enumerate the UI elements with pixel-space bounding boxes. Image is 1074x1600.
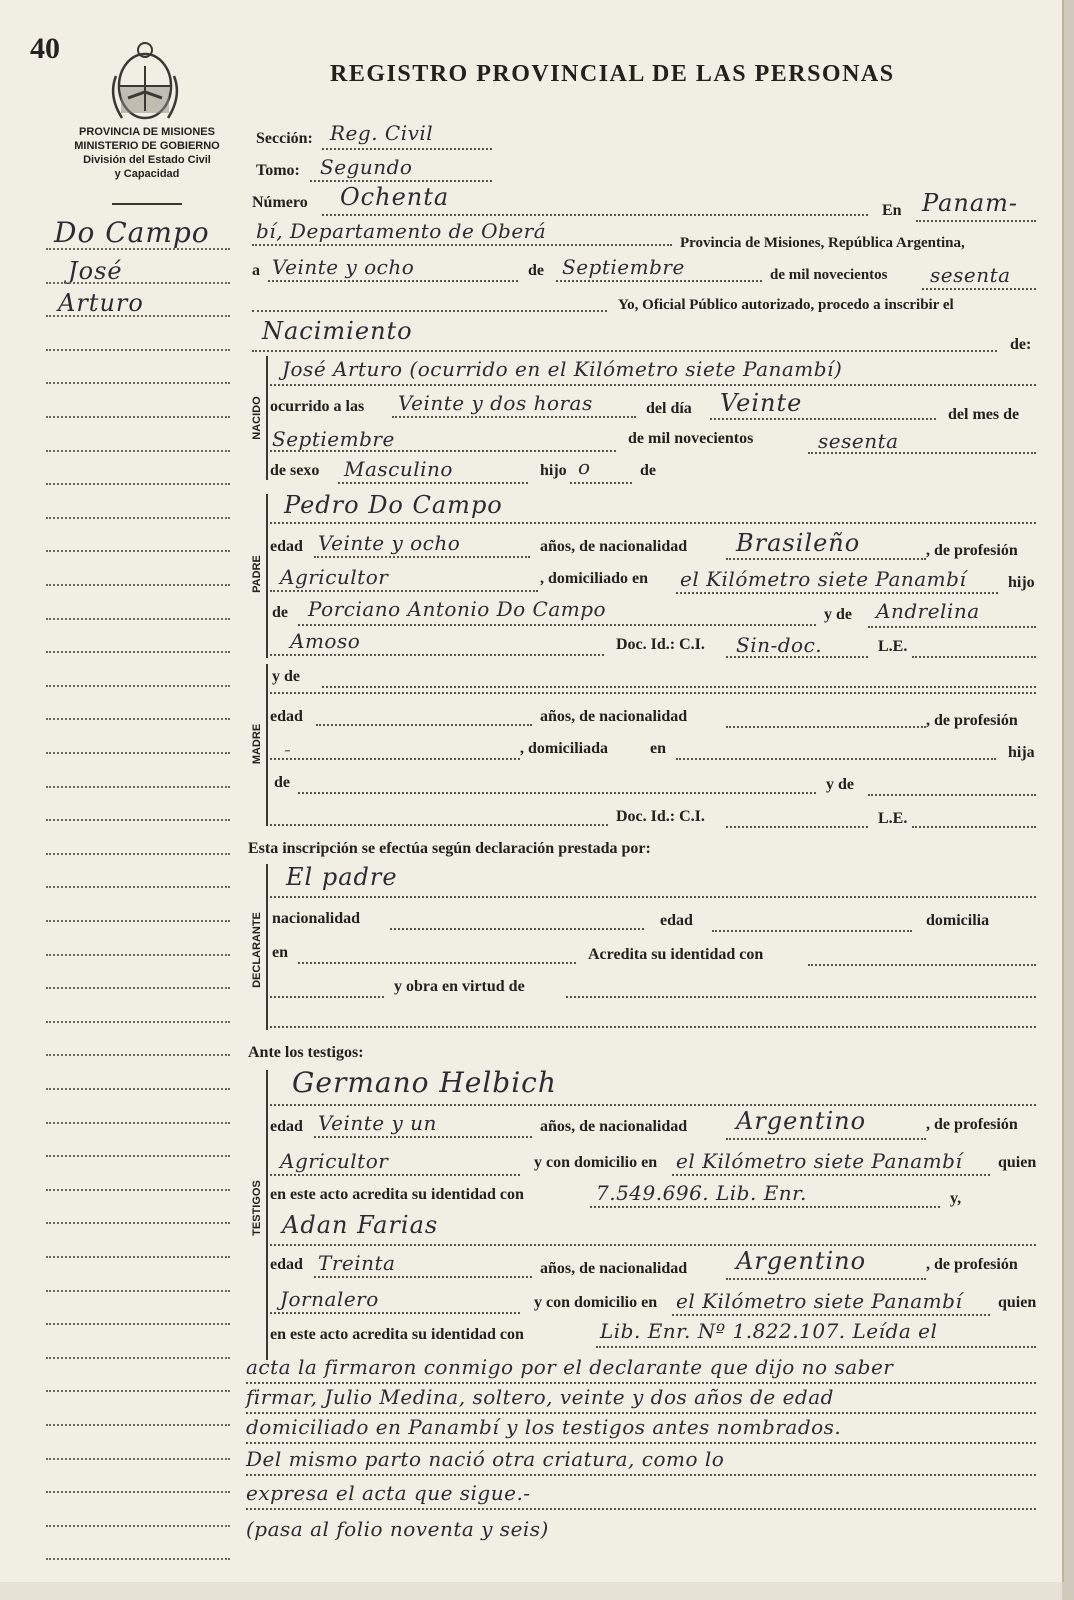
margin-ruled-line bbox=[46, 718, 230, 720]
line-acto bbox=[252, 350, 997, 352]
note-line-2: firmar, Julio Medina, soltero, veinte y dos años de edad bbox=[246, 1385, 834, 1409]
line-madre-blank bbox=[270, 692, 1036, 694]
line-mes bbox=[556, 280, 762, 282]
label-madre-profesion: , de profesión bbox=[926, 712, 1018, 729]
label-declarante-nacionalidad: nacionalidad bbox=[272, 910, 361, 927]
org-line-ministry: MINISTERIO DE GOBIERNO bbox=[74, 140, 220, 152]
note-line-6: (pasa al folio noventa y seis) bbox=[246, 1517, 549, 1541]
line-testigo2-nombre bbox=[270, 1244, 1036, 1246]
line-testigo1-doc bbox=[590, 1206, 940, 1208]
value-nombre: José Arturo (ocurrido en el Kilómetro siete Panambí) bbox=[282, 357, 843, 381]
line-madre-y-de bbox=[322, 686, 1036, 688]
note-line-3: domiciliado en Panambí y los testigos antes nombrados. bbox=[246, 1415, 842, 1439]
note-line-4: Del mismo parto nació otra criatura, como lo bbox=[246, 1447, 725, 1471]
label-declarante-acredita: Acredita su identidad con bbox=[588, 946, 764, 963]
line-declarante-edad bbox=[712, 930, 912, 932]
line-declarante-blank bbox=[270, 996, 384, 998]
line-madre-le bbox=[912, 826, 1036, 828]
margin-ruled-line bbox=[46, 282, 230, 284]
margin-ruled-line bbox=[46, 618, 230, 620]
margin-ruled-line bbox=[46, 1155, 230, 1157]
value-testigo1-edad: Veinte y un bbox=[318, 1111, 437, 1135]
line-lugar bbox=[252, 244, 672, 246]
bottom-edge bbox=[0, 1582, 1062, 1600]
label-testigo2-profesion: , de profesión bbox=[926, 1256, 1018, 1273]
line-declarante-acredita bbox=[808, 964, 1036, 966]
margin-ruled-line bbox=[46, 651, 230, 653]
label-testigo2-anos-nac: años, de nacionalidad bbox=[540, 1260, 688, 1277]
label-declarante-obra: y obra en virtud de bbox=[394, 978, 525, 995]
margin-ruled-line bbox=[46, 483, 230, 485]
line-declarante-en bbox=[298, 962, 576, 964]
line-hora bbox=[392, 416, 636, 418]
value-testigo1-nombre: Germano Helbich bbox=[292, 1066, 557, 1099]
margin-ruled-line bbox=[46, 315, 230, 317]
line-testigo1-nombre bbox=[270, 1104, 1036, 1106]
value-padre-nombre: Pedro Do Campo bbox=[284, 491, 503, 519]
side-label-nacido: NACIDO bbox=[251, 396, 263, 440]
value-testigo2-edad: Treinta bbox=[318, 1251, 396, 1275]
label-testigo1-domicilio: y con domicilio en bbox=[534, 1154, 658, 1171]
line-testigo1-domicilio bbox=[672, 1174, 990, 1176]
value-tomo: Segundo bbox=[320, 155, 413, 179]
label-numero: Número bbox=[252, 194, 308, 211]
line-dia bbox=[268, 280, 518, 282]
line-testigo2-profesion bbox=[270, 1312, 520, 1314]
line-tomo bbox=[310, 180, 492, 182]
margin-ruled-line bbox=[46, 786, 230, 788]
side-label-padre: PADRE bbox=[251, 555, 263, 593]
line-madre-domicilio bbox=[676, 758, 996, 760]
side-label-madre: MADRE bbox=[251, 723, 263, 765]
value-dia-nac: Veinte bbox=[720, 389, 803, 417]
line-testigo1-nacionalidad bbox=[726, 1138, 926, 1140]
value-testigo2-nacionalidad: Argentino bbox=[736, 1247, 867, 1275]
label-provincia: Provincia de Misiones, República Argentina, bbox=[680, 235, 965, 251]
margin-ruled-line bbox=[46, 450, 230, 452]
value-testigo1-nacionalidad: Argentino bbox=[736, 1107, 867, 1135]
line-testigo2-edad bbox=[314, 1276, 532, 1278]
margin-ruled-line bbox=[46, 1491, 230, 1493]
margin-ruled-line bbox=[46, 382, 230, 384]
margin-ruled-line bbox=[46, 752, 230, 754]
label-testigo1-anos-nac: años, de nacionalidad bbox=[540, 1118, 688, 1135]
label-padre-y-de: y de bbox=[824, 606, 852, 623]
line-dia-nac bbox=[710, 418, 936, 420]
label-declarante-domicilia: domicilia bbox=[926, 912, 990, 929]
label-madre-hija: hija bbox=[1008, 744, 1035, 761]
label-testigo2-edad: edad bbox=[270, 1256, 303, 1273]
margin-ruled-line bbox=[46, 1424, 230, 1426]
label-mil-novecientos: de mil novecientos bbox=[770, 267, 888, 283]
margin-ruled-line bbox=[46, 1323, 230, 1325]
line-madre-ci bbox=[726, 826, 868, 828]
label-padre-profesion: , de profesión bbox=[926, 542, 1018, 559]
line-testigo1-profesion bbox=[270, 1174, 520, 1176]
label-padre-edad: edad bbox=[270, 538, 303, 555]
label-hijo-de: de bbox=[640, 462, 656, 479]
label-madre-anos-nac: años, de nacionalidad bbox=[540, 708, 688, 725]
margin-ruled-line bbox=[46, 1054, 230, 1056]
line-padre-nacionalidad bbox=[726, 558, 926, 560]
label-testigo1-quien: quien bbox=[998, 1154, 1037, 1171]
label-padre-domiciliado: , domiciliado en bbox=[540, 570, 649, 587]
margin-ruled-line bbox=[46, 584, 230, 586]
value-padre-madre-de: Andrelina bbox=[876, 599, 980, 623]
label-de-mes: de bbox=[528, 262, 544, 279]
line-padre-profesion bbox=[270, 590, 538, 592]
label-madre-de: de bbox=[274, 774, 290, 791]
value-numero: Ochenta bbox=[340, 183, 450, 211]
value-anio-nac: sesenta bbox=[818, 429, 899, 453]
value-mes-nac: Septiembre bbox=[272, 427, 395, 451]
value-lugar-cont: bí, Departamento de Oberá bbox=[256, 219, 547, 243]
org-line-province: PROVINCIA DE MISIONES bbox=[79, 126, 215, 138]
margin-ruled-line bbox=[46, 920, 230, 922]
line-seccion bbox=[322, 148, 492, 150]
margin-ruled-line bbox=[46, 886, 230, 888]
label-ocurrido: ocurrido a las bbox=[270, 398, 365, 415]
label-esta-inscripcion: Esta inscripción se efectúa según declaración prestada por: bbox=[248, 840, 651, 857]
line-hijo bbox=[570, 482, 632, 484]
line-madre-de bbox=[298, 792, 816, 794]
label-del-mes-de: del mes de bbox=[948, 406, 1020, 423]
margin-ruled-line bbox=[46, 1222, 230, 1224]
value-testigo2-nombre: Adan Farias bbox=[282, 1211, 439, 1239]
bar-testigos bbox=[266, 1070, 268, 1360]
value-seccion: Reg. Civil bbox=[330, 121, 434, 145]
margin-ruled-line bbox=[46, 853, 230, 855]
margin-ruled-line bbox=[46, 1525, 230, 1527]
label-hijo: hijo bbox=[540, 462, 567, 479]
side-label-testigos: TESTIGOS bbox=[251, 1180, 263, 1236]
line-note-4 bbox=[246, 1474, 1036, 1476]
label-testigo1-profesion: , de profesión bbox=[926, 1116, 1018, 1133]
line-padre-ci bbox=[726, 656, 868, 658]
margin-ruled-line bbox=[46, 987, 230, 989]
value-testigo1-profesion: Agricultor bbox=[280, 1149, 389, 1173]
label-madre-y-de: y de bbox=[272, 668, 300, 685]
line-numero bbox=[322, 214, 868, 216]
margin-ruled-line bbox=[46, 1189, 230, 1191]
line-padre-madre-de bbox=[868, 626, 1036, 628]
margin-ruled-line bbox=[46, 1256, 230, 1258]
margin-ruled-line bbox=[46, 954, 230, 956]
label-madre-en: en bbox=[650, 740, 666, 757]
label-madre-edad: edad bbox=[270, 708, 303, 725]
label-testigo2-domicilio: y con domicilio en bbox=[534, 1294, 658, 1311]
label-testigo2-quien: quien bbox=[998, 1294, 1037, 1311]
label-madre-y-de-2: y de bbox=[826, 776, 854, 793]
label-padre-le: L.E. bbox=[878, 638, 908, 655]
label-a: a bbox=[252, 262, 260, 279]
line-padre-madre-cont bbox=[270, 654, 604, 656]
margin-ruled-line bbox=[46, 1390, 230, 1392]
line-testigo1-edad bbox=[314, 1136, 532, 1138]
value-padre-madre-de-cont: Amoso bbox=[290, 629, 361, 653]
line-anio bbox=[922, 288, 1036, 290]
note-line-5: expresa el acta que sigue.- bbox=[246, 1481, 531, 1505]
value-testigo2-domicilio: el Kilómetro siete Panambí bbox=[676, 1289, 963, 1313]
label-del-dia: del día bbox=[646, 400, 692, 417]
margin-given-name-1: José bbox=[68, 257, 123, 285]
margin-ruled-line bbox=[46, 248, 230, 250]
value-padre-domicilio: el Kilómetro siete Panambí bbox=[680, 567, 967, 591]
margin-surname: Do Campo bbox=[54, 216, 210, 249]
line-mes-nac bbox=[270, 450, 616, 452]
value-testigo2-profesion: Jornalero bbox=[280, 1287, 379, 1311]
document-title: REGISTRO PROVINCIAL DE LAS PERSONAS bbox=[330, 61, 895, 87]
line-en bbox=[916, 220, 1036, 222]
margin-ruled-line bbox=[46, 1458, 230, 1460]
label-madre-le: L.E. bbox=[878, 810, 908, 827]
line-blank-1 bbox=[252, 310, 607, 312]
value-padre-profesion: Agricultor bbox=[280, 565, 389, 589]
line-testigo2-doc bbox=[596, 1346, 1036, 1348]
label-padre-hijo: hijo bbox=[1008, 574, 1035, 591]
bar-declarante bbox=[266, 864, 268, 1030]
note-line-1: acta la firmaron conmigo por el declarante que dijo no saber bbox=[246, 1355, 894, 1379]
bar-padre bbox=[266, 494, 268, 658]
margin-ruled-line bbox=[46, 1088, 230, 1090]
label-de-colon: de: bbox=[1010, 336, 1032, 353]
line-note-3 bbox=[246, 1442, 1036, 1444]
margin-ruled-line bbox=[46, 1357, 230, 1359]
value-acto: Nacimiento bbox=[262, 317, 413, 345]
label-padre-anos-nac: años, de nacionalidad bbox=[540, 538, 688, 555]
value-sexo: Masculino bbox=[344, 457, 453, 481]
line-nombre bbox=[270, 384, 1036, 386]
margin-ruled-line bbox=[46, 1021, 230, 1023]
underline bbox=[112, 203, 182, 205]
line-padre-nombre bbox=[270, 522, 1036, 524]
margin-ruled-line bbox=[46, 1558, 230, 1560]
value-testigo1-domicilio: el Kilómetro siete Panambí bbox=[676, 1149, 963, 1173]
margin-ruled-line bbox=[46, 416, 230, 418]
label-ante-testigos: Ante los testigos: bbox=[248, 1044, 364, 1061]
value-dia: Veinte y ocho bbox=[272, 255, 415, 279]
line-declarante-end bbox=[270, 1026, 1036, 1028]
value-anio: sesenta bbox=[930, 263, 1011, 287]
value-madre-profesion-mark: - bbox=[284, 737, 292, 761]
margin-ruled-line bbox=[46, 550, 230, 552]
label-de-sexo: de sexo bbox=[270, 462, 320, 479]
label-yo-oficial: Yo, Oficial Público autorizado, procedo a inscribir el bbox=[618, 297, 954, 313]
line-sexo bbox=[338, 482, 528, 484]
label-declarante-edad: edad bbox=[660, 912, 693, 929]
line-madre-doc-blank bbox=[270, 824, 608, 826]
line-madre-edad bbox=[316, 724, 532, 726]
label-en: En bbox=[882, 202, 902, 219]
bar-madre bbox=[266, 664, 268, 826]
label-tomo: Tomo: bbox=[256, 162, 300, 179]
label-seccion: Sección: bbox=[256, 130, 313, 147]
label-testigo1-acredita: en este acto acredita su identidad con bbox=[270, 1186, 524, 1203]
line-madre-nacionalidad bbox=[726, 726, 926, 728]
margin-ruled-line bbox=[46, 349, 230, 351]
label-madre-doc: Doc. Id.: C.I. bbox=[616, 808, 705, 825]
value-hijo: o bbox=[578, 455, 591, 479]
line-testigo2-nacionalidad bbox=[726, 1278, 926, 1280]
line-testigo2-domicilio bbox=[672, 1314, 990, 1316]
margin-given-name-2: Arturo bbox=[58, 289, 144, 317]
line-padre-de bbox=[298, 624, 816, 626]
margin-ruled-line bbox=[46, 1290, 230, 1292]
line-madre-profesion bbox=[270, 758, 520, 760]
value-testigo1-doc: 7.549.696. Lib. Enr. bbox=[596, 1181, 807, 1205]
value-padre-ci: Sin-doc. bbox=[736, 633, 823, 657]
margin-ruled-line bbox=[46, 517, 230, 519]
coat-of-arms-icon bbox=[108, 36, 182, 128]
line-madre-y-de-2 bbox=[868, 794, 1036, 796]
line-note-5 bbox=[246, 1508, 1036, 1510]
label-madre-domiciliada: , domiciliada bbox=[520, 740, 609, 757]
margin-ruled-line bbox=[46, 685, 230, 687]
line-declarante-nacionalidad bbox=[390, 928, 644, 930]
line-declarante-obra bbox=[566, 996, 1036, 998]
label-testigo1-y: y, bbox=[950, 1190, 962, 1207]
label-testigo1-edad: edad bbox=[270, 1118, 303, 1135]
value-en-lugar: Panam- bbox=[922, 189, 1019, 217]
label-testigo2-acredita: en este acto acredita su identidad con bbox=[270, 1326, 524, 1343]
line-anio-nac bbox=[808, 452, 1036, 454]
line-padre-domicilio bbox=[676, 592, 998, 594]
label-de-mil-novecientos: de mil novecientos bbox=[628, 430, 754, 447]
page-number: 40 bbox=[30, 32, 60, 65]
value-padre-nacionalidad: Brasileño bbox=[736, 529, 861, 557]
org-line-capacity: y Capacidad bbox=[114, 168, 180, 180]
label-declarante-en: en bbox=[272, 944, 288, 961]
value-mes: Septiembre bbox=[562, 255, 685, 279]
issuing-authority bbox=[52, 125, 242, 181]
value-padre-de: Porciano Antonio Do Campo bbox=[308, 597, 607, 621]
line-padre-le bbox=[912, 656, 1036, 658]
line-padre-edad bbox=[314, 556, 530, 558]
value-testigo2-doc: Lib. Enr. Nº 1.822.107. Leída el bbox=[600, 1319, 938, 1343]
label-padre-de: de bbox=[272, 604, 288, 621]
value-padre-edad: Veinte y ocho bbox=[318, 531, 461, 555]
bar-nacido bbox=[266, 356, 268, 480]
side-label-declarante: DECLARANTE bbox=[251, 912, 263, 988]
margin-ruled-line bbox=[46, 1122, 230, 1124]
org-line-division: División del Estado Civil bbox=[83, 154, 211, 166]
line-declarante-nombre bbox=[270, 896, 1036, 898]
margin-ruled-line bbox=[46, 819, 230, 821]
value-hora: Veinte y dos horas bbox=[398, 391, 593, 415]
value-declarante-nombre: El padre bbox=[286, 863, 398, 891]
label-padre-doc: Doc. Id.: C.I. bbox=[616, 636, 705, 653]
